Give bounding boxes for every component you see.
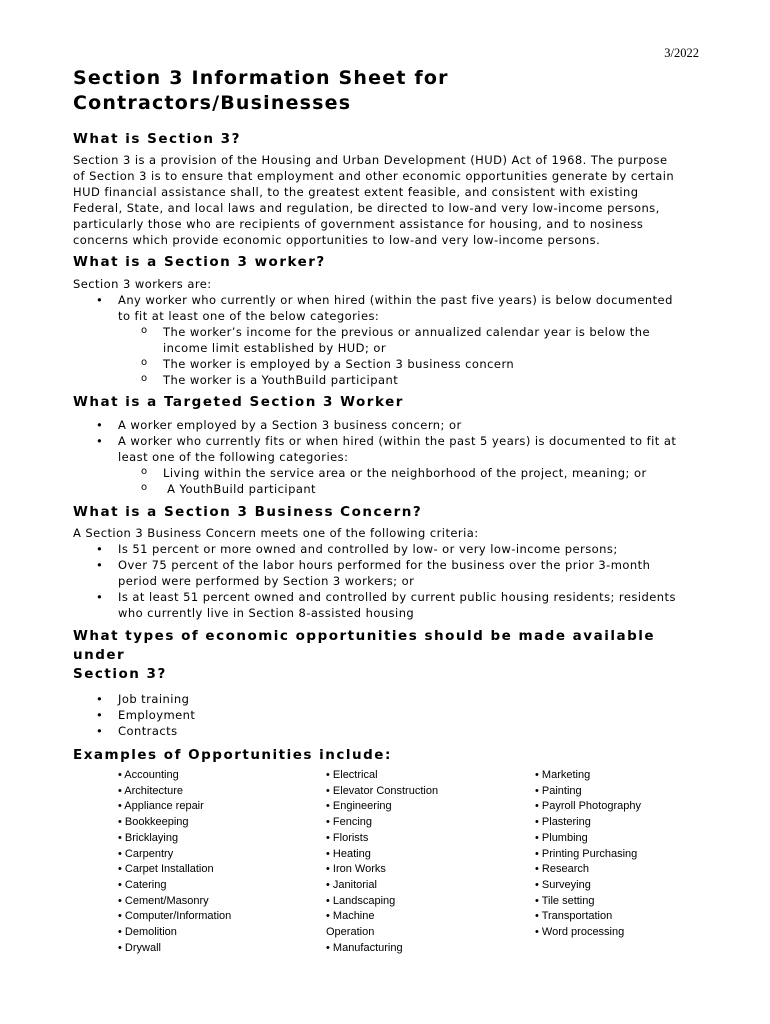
list-item: • A worker employed by a Section 3 business concern; or (73, 417, 703, 433)
list-item: • Word processing (535, 926, 625, 939)
list-item: o The worker’s income for the previous or annualized calendar year is below the income limit established by HUD; or (73, 324, 703, 356)
examples-heading: Examples of Opportunities include: (73, 747, 392, 763)
list-item: • Tile setting (535, 894, 595, 907)
list-item: • Machine (326, 910, 375, 923)
targeted-worker-heading: What is a Targeted Section 3 Worker (73, 394, 404, 410)
list-item: • Fencing (326, 816, 373, 829)
document-title (73, 66, 703, 116)
list-item: • Payroll Photography (535, 800, 641, 813)
document-body (73, 66, 703, 968)
paragraph-line: of Section 3 is to ensure that employment and other economic opportunities generate by certain (73, 169, 675, 183)
list-item: • Plastering (535, 816, 591, 829)
list-item: • Surveying (535, 878, 591, 891)
examples-column-1 (118, 768, 318, 956)
list-item: • Drywall (118, 941, 161, 954)
title-line-1: Section 3 Information Sheet for (73, 67, 449, 89)
list-item: • Plumbing (535, 831, 588, 844)
list-item: • Job training (73, 691, 703, 707)
business-concern-list (73, 541, 703, 621)
sub-list (118, 324, 703, 388)
paragraph-line: particularly those who are recipients of government assistance for housing, and to nosiness (73, 217, 644, 231)
title-line-2: Contractors/Businesses (73, 92, 352, 114)
list-item: • Carpentry (118, 847, 174, 860)
list-item: o A YouthBuild participant (73, 481, 703, 497)
list-item: • Elevator Construction (326, 784, 439, 797)
document-date: 3/2022 (664, 46, 699, 60)
list-item: • Electrical (326, 769, 378, 781)
list-item: • Cement/Masonry (118, 894, 209, 907)
list-item: • Painting (535, 784, 582, 797)
list-item: • Carpet Installation (118, 863, 214, 876)
list-item: o The worker is employed by a Section 3 business concern (73, 356, 703, 372)
list-item: • Demolition (118, 926, 177, 939)
what-is-section3-heading: What is Section 3? (73, 131, 241, 147)
list-item: • Any worker who currently or when hired (within the past five years) is below documented to fit at least one of the below categories: o The worker’s income for the previous or annualized calendar year is below the income limit established by HUD; or o The worker is employed by a Section 3 business concern o The worker is a YouthBuild participant (73, 292, 703, 388)
list-item: • Manufacturing (326, 941, 403, 954)
list-item: • Contracts (73, 723, 703, 739)
opportunity-types-list (73, 691, 703, 739)
list-item: • Printing Purchasing (535, 847, 638, 860)
paragraph-line: HUD financial assistance shall, to the greatest extent feasible, and consistent with existing (73, 185, 639, 199)
list-item: • Transportation (535, 910, 613, 923)
list-item: • Engineering (326, 800, 392, 813)
list-item: o Living within the service area or the neighborhood of the project, meaning; or (73, 465, 703, 481)
section3-definition-paragraph (73, 152, 703, 248)
section3-worker-list (73, 292, 703, 388)
paragraph-line: Federal, State, and local laws and regulation, be directed to low-and very low-income persons, (73, 201, 660, 215)
section3-worker-heading: What is a Section 3 worker? (73, 254, 326, 270)
list-item: • Research (535, 863, 589, 876)
list-item: Operation (326, 926, 375, 939)
list-item: • Marketing (535, 769, 591, 781)
list-item: • Bookkeeping (118, 816, 189, 829)
list-item: • Bricklaying (118, 831, 179, 844)
list-item: • Is 51 percent or more owned and controlled by low- or very low-income persons; (73, 541, 703, 557)
list-item: • Landscaping (326, 894, 396, 907)
list-item: • Janitorial (326, 878, 377, 891)
list-item: • Computer/Information (118, 910, 232, 923)
examples-grid (73, 768, 703, 968)
list-item: • Iron Works (326, 863, 386, 876)
list-item: • Accounting (118, 769, 179, 781)
business-concern-intro: A Section 3 Business Concern meets one of the following criteria: (73, 526, 479, 540)
list-item: • Over 75 percent of the labor hours performed for the business over the prior 3-month period were performed by Section 3 workers; or (73, 557, 703, 589)
list-item: o The worker is a YouthBuild participant (73, 372, 703, 388)
list-item: • Employment (73, 707, 703, 723)
examples-column-2 (326, 768, 526, 956)
examples-column-3 (535, 768, 735, 941)
section3-worker-intro: Section 3 workers are: (73, 277, 212, 291)
paragraph-line: concerns which provide economic opportunities to low-and very low-income persons. (73, 233, 601, 247)
sub-list (118, 465, 703, 497)
list-item: • Florists (326, 831, 369, 844)
list-item: • Catering (118, 878, 167, 891)
targeted-worker-list (73, 417, 703, 497)
list-item: • Heating (326, 847, 371, 860)
list-item: • Appliance repair (118, 800, 204, 813)
list-item: • A worker who currently fits or when hired (within the past 5 years) is documented to fit at least one of the following categories: o Living within the service area or the neighborhood of the project, meaning; or o A YouthBuild participant (73, 433, 703, 497)
paragraph-line: Section 3 is a provision of the Housing and Urban Development (HUD) Act of 1968. The purpose (73, 153, 668, 167)
economic-opportunities-heading: What types of economic opportunities should be made available under Section 3? (73, 628, 656, 682)
business-concern-heading: What is a Section 3 Business Concern? (73, 504, 423, 520)
list-item: • Is at least 51 percent owned and controlled by current public housing residents; residents who currently live in Section 8-assisted housing (73, 589, 703, 621)
list-item: • Architecture (118, 784, 183, 797)
